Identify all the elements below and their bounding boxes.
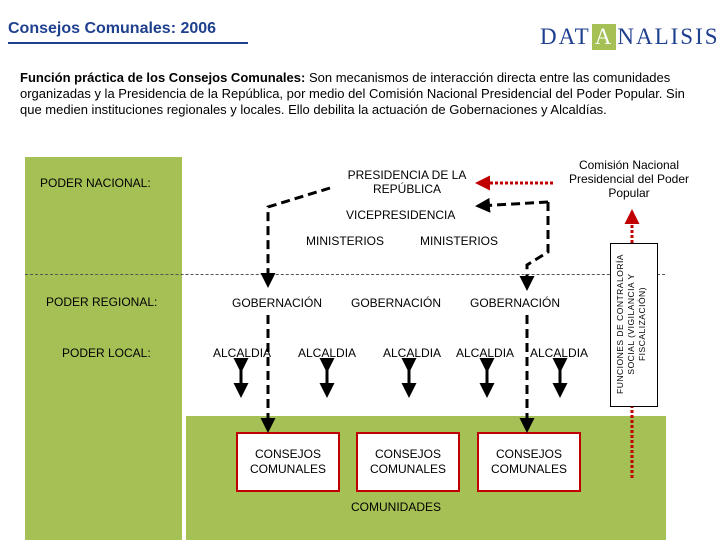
node-alcaldia: ALCALDIA — [456, 346, 515, 360]
node-comunidades: COMUNIDADES — [351, 500, 442, 514]
intro-text: Son mecanismos de interacción directa entre las comunidades organizadas y la Presidencia de la República, por medio del Comisión Nacional Presidencial del Poder Popular. Sin que medien instituciones regionales y locales. Ello debilita la actuación de Gobernaciones y Alcaldías. — [20, 70, 685, 117]
consejos-comunales-box: CONSEJOS COMUNALES — [477, 432, 581, 492]
node-presidencia: PRESIDENCIA DE LA REPÚBLICA — [347, 168, 467, 196]
datanalisis-logo: DAT A NALISIS — [540, 24, 720, 49]
dashed-arrow — [527, 202, 548, 288]
node-alcaldia: ALCALDIA — [298, 346, 357, 360]
level-local: PODER LOCAL: — [62, 346, 151, 360]
node-gobernacion: GOBERNACIÓN — [470, 296, 561, 310]
page-title: Consejos Comunales: 2006 — [8, 20, 217, 37]
level-nacional: PODER NACIONAL: — [40, 176, 151, 190]
node-alcaldia: ALCALDIA — [530, 346, 589, 360]
node-ministerios: MINISTERIOS — [306, 234, 385, 248]
consejos-comunales-box: CONSEJOS COMUNALES — [356, 432, 460, 492]
level-regional: PODER REGIONAL: — [46, 295, 158, 309]
node-comision: Comisión Nacional Presidencial del Poder Popular — [568, 158, 690, 200]
consejos-comunales-box: CONSEJOS COMUNALES — [236, 432, 340, 492]
dashed-arrow — [478, 202, 548, 206]
node-gobernacion: GOBERNACIÓN — [232, 296, 323, 310]
dashed-arrow — [268, 188, 330, 285]
node-vicepresidencia: VICEPRESIDENCIA — [346, 208, 456, 222]
node-gobernacion: GOBERNACIÓN — [351, 296, 442, 310]
node-ministerios: MINISTERIOS — [420, 234, 499, 248]
node-alcaldia: ALCALDIA — [213, 346, 272, 360]
intro-bold: Función práctica de los Consejos Comunales: — [20, 70, 306, 85]
contraloria-label: FUNCIONES DE CONTRALORÍA SOCIAL (VIGILANCIA Y FISCALIZACIÓN) — [615, 254, 647, 394]
node-alcaldia: ALCALDIA — [383, 346, 442, 360]
